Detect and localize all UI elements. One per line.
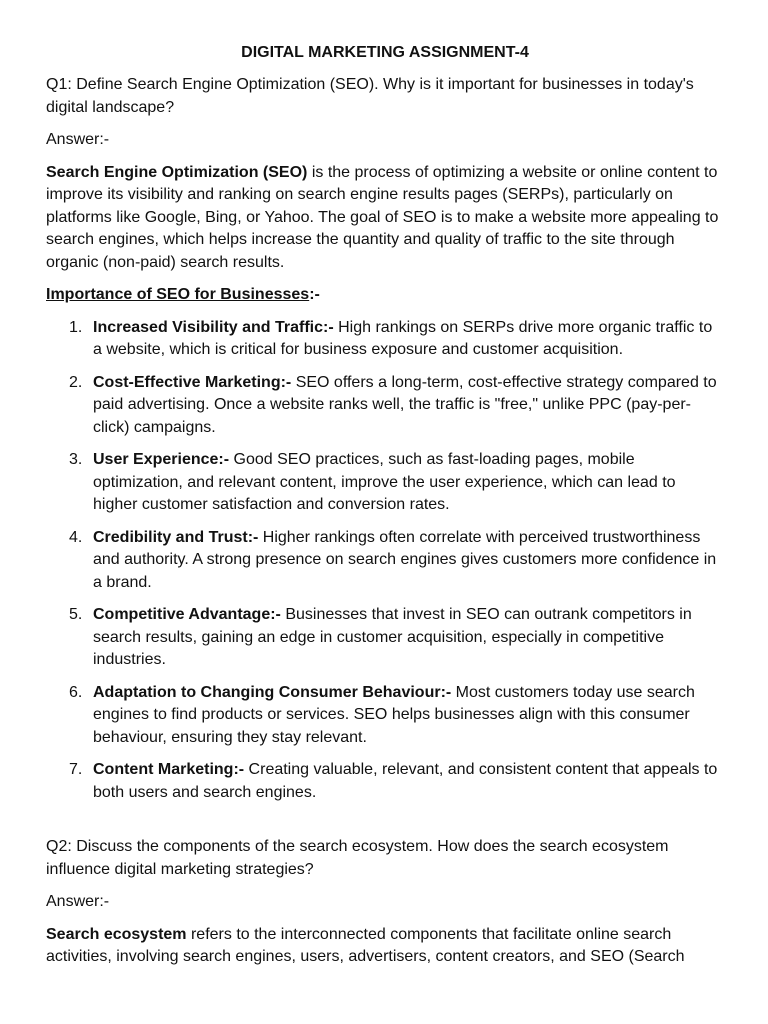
list-item-text: Good SEO practices, such as fast-loading pages, mobile optimization, and relevant content, improve the user experience, which can lead to higher customer satisfaction and conversion rates. xyxy=(93,451,676,513)
list-item-term: Credibility and Trust:- xyxy=(93,528,259,546)
q2-definition-text: refers to the interconnected components that facilitate online search activities, involving search engines, users, advertisers, content creators, and SEO (Search xyxy=(46,925,685,965)
list-item-text: Creating valuable, relevant, and consistent content that appeals to both users and search engines. xyxy=(93,761,718,801)
importance-heading xyxy=(46,284,724,307)
document-page xyxy=(46,42,724,979)
list-item-term: Adaptation to Changing Consumer Behaviour:- xyxy=(93,683,452,701)
list-item xyxy=(46,449,724,517)
list-item-number: 7. xyxy=(69,761,83,778)
list-item-text: High rankings on SERPs drive more organic traffic to a website, which is critical for business exposure and customer acquisition. xyxy=(93,318,713,358)
document-title: DIGITAL MARKETING ASSIGNMENT-4 xyxy=(241,44,529,61)
q2-answer-label: Answer:- xyxy=(46,893,110,910)
list-item xyxy=(46,604,724,672)
q2-definition-term: Search ecosystem xyxy=(46,925,187,943)
list-item xyxy=(46,682,724,750)
list-item-number: 6. xyxy=(69,683,83,701)
section-spacer xyxy=(46,814,724,836)
list-item-term: Increased Visibility and Traffic:- xyxy=(93,318,334,336)
list-item-number: 4. xyxy=(69,528,83,546)
list-item-text: Most customers today use search engines to find products or services. SEO helps businesses align with this consumer behaviour, ensuring they stay relevant. xyxy=(93,683,695,746)
list-item-term: User Experience:- xyxy=(93,451,230,468)
list-item xyxy=(46,759,724,804)
list-item-number: 3. xyxy=(69,451,83,468)
q1-definition-text: is the process of optimizing a website or online content to improve its visibility and ranking on search engine results pages (SERPs), particularly on platforms like Google, Bing, or Yahoo. The goal of SEO is to make a website more appealing to search engines, which helps increase the quantity and quality of traffic to the site through organic (non-paid) search results. xyxy=(46,163,719,271)
list-item-text: Higher rankings often correlate with perceived trustworthiness and authority. A strong presence on search engines gives customers more confidence in a brand. xyxy=(93,528,717,591)
list-item xyxy=(46,317,724,362)
list-item-number: 5. xyxy=(69,606,83,623)
list-item xyxy=(46,527,724,595)
q2-definition-paragraph xyxy=(46,924,724,969)
list-item-term: Competitive Advantage:- xyxy=(93,606,281,623)
list-item-term: Cost-Effective Marketing:- xyxy=(93,373,292,391)
q1-question: Q1: Define Search Engine Optimization (SEO). Why is it important for businesses in today's digital landscape? xyxy=(46,76,694,116)
importance-list xyxy=(46,317,724,805)
list-item xyxy=(46,372,724,440)
importance-heading-suffix: :- xyxy=(309,286,320,303)
list-item-number: 2. xyxy=(69,373,83,391)
q1-answer-label: Answer:- xyxy=(46,131,110,148)
importance-heading-text: Importance of SEO for Businesses xyxy=(46,286,310,303)
q1-definition-paragraph xyxy=(46,162,724,275)
list-item-text: Businesses that invest in SEO can outrank competitors in search results, gaining an edge in customer acquisition, especially in competitive industries. xyxy=(93,606,692,668)
list-item-term: Content Marketing:- xyxy=(93,761,245,778)
list-item-text: SEO offers a long-term, cost-effective strategy compared to paid advertising. Once a website ranks well, the traffic is "free," unlike PPC (pay-per-click) campaigns. xyxy=(93,373,717,436)
list-item-number: 1. xyxy=(69,318,83,336)
q1-definition-term: Search Engine Optimization (SEO) xyxy=(46,163,308,181)
q2-question: Q2: Discuss the components of the search ecosystem. How does the search ecosystem influence digital marketing strategies? xyxy=(46,838,669,878)
